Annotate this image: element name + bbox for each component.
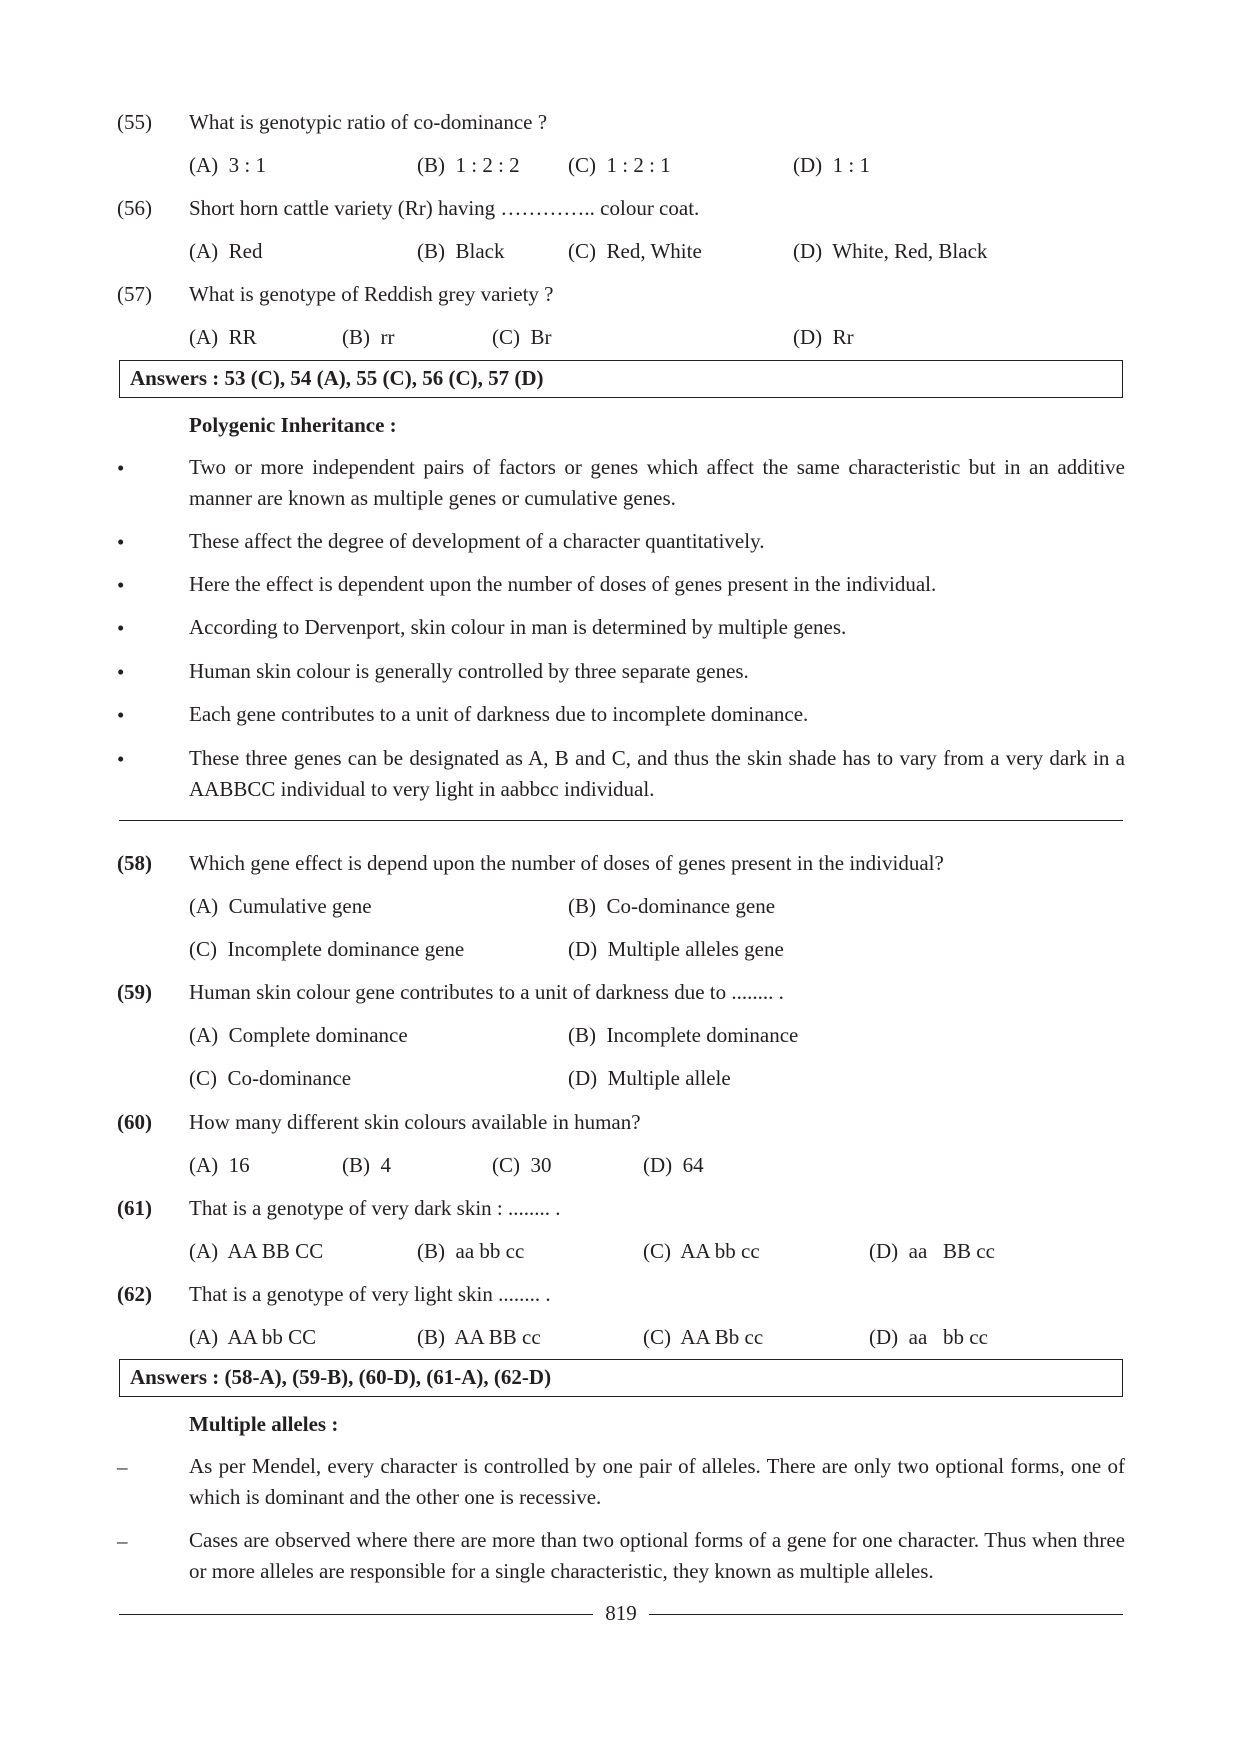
option-a: (A) Complete dominance bbox=[189, 1023, 408, 1047]
bullet-text: Cases are observed where there are more than two optional forms of a gene for one character. Thus when three or more alleles are responsible for a single characteristic, they known as multiple alleles. bbox=[189, 1528, 1125, 1583]
option-a: (A) RR bbox=[189, 325, 257, 349]
dash-bullet: – bbox=[117, 1455, 128, 1479]
answers-box: Answers : (58-A), (59-B), (60-D), (61-A), (62-D) bbox=[119, 1359, 1123, 1397]
question-number: (62) bbox=[117, 1282, 152, 1306]
bullet: • bbox=[117, 660, 125, 684]
option-b: (B) Black bbox=[417, 239, 505, 263]
footer-rule-left bbox=[119, 1614, 593, 1615]
option-d: (D) aa bb cc bbox=[869, 1325, 988, 1349]
option-b: (B) 1 : 2 : 2 bbox=[417, 153, 520, 177]
page-number: 819 bbox=[605, 1601, 637, 1625]
option-c: (C) 30 bbox=[492, 1153, 552, 1177]
section-heading-multiple-alleles: Multiple alleles : bbox=[189, 1412, 339, 1436]
question-text: What is genotype of Reddish grey variety ? bbox=[189, 282, 554, 306]
bullet: • bbox=[117, 747, 125, 771]
question-number: (59) bbox=[117, 980, 152, 1004]
option-a: (A) Red bbox=[189, 239, 263, 263]
bullet-text: Here the effect is dependent upon the number of doses of genes present in the individual. bbox=[189, 572, 937, 596]
option-c: (C) Red, White bbox=[568, 239, 702, 263]
bullet-text: These three genes can be designated as A, B and C, and thus the skin shade has to vary from a very dark in a AABBCC individual to very light in aabbcc individual. bbox=[189, 746, 1125, 801]
question-number: (57) bbox=[117, 282, 152, 306]
question-text: How many different skin colours available in human? bbox=[189, 1110, 641, 1134]
option-a: (A) AA bb CC bbox=[189, 1325, 317, 1349]
bullet: • bbox=[117, 573, 125, 597]
footer-rule-right bbox=[649, 1614, 1123, 1615]
option-a: (A) 16 bbox=[189, 1153, 250, 1177]
option-c: (C) Incomplete dominance gene bbox=[189, 937, 465, 961]
option-d: (D) Multiple alleles gene bbox=[568, 937, 784, 961]
bullet: • bbox=[117, 530, 125, 554]
answers-box: Answers : 53 (C), 54 (A), 55 (C), 56 (C), 57 (D) bbox=[119, 360, 1123, 398]
bullet: • bbox=[117, 456, 125, 480]
question-number: (58) bbox=[117, 851, 152, 875]
question-text: Short horn cattle variety (Rr) having ………….. colour coat. bbox=[189, 196, 700, 220]
option-d: (D) 1 : 1 bbox=[793, 153, 870, 177]
option-d: (D) Rr bbox=[793, 325, 854, 349]
bullet-text: As per Mendel, every character is controlled by one pair of alleles. There are only two optional forms, one of which is dominant and the other one is recessive. bbox=[189, 1454, 1125, 1509]
option-c: (C) AA Bb cc bbox=[643, 1325, 764, 1349]
bullet-text: These affect the degree of development of a character quantitatively. bbox=[189, 529, 765, 553]
bullet-text: Two or more independent pairs of factors or genes which affect the same characteristic but in an additive manner are known as multiple genes or cumulative genes. bbox=[189, 455, 1125, 510]
option-d: (D) aa BB cc bbox=[869, 1239, 995, 1263]
bullet: • bbox=[117, 703, 125, 727]
option-a: (A) AA BB CC bbox=[189, 1239, 324, 1263]
option-c: (C) AA bb cc bbox=[643, 1239, 760, 1263]
option-b: (B) Co-dominance gene bbox=[568, 894, 776, 918]
bullet-text: According to Dervenport, skin colour in man is determined by multiple genes. bbox=[189, 615, 847, 639]
option-c: (C) 1 : 2 : 1 bbox=[568, 153, 671, 177]
option-b: (B) 4 bbox=[342, 1153, 391, 1177]
option-d: (D) 64 bbox=[643, 1153, 704, 1177]
option-d: (D) Multiple allele bbox=[568, 1066, 731, 1090]
option-a: (A) 3 : 1 bbox=[189, 153, 266, 177]
option-b: (B) AA BB cc bbox=[417, 1325, 541, 1349]
option-b: (B) aa bb cc bbox=[417, 1239, 525, 1263]
section-heading-polygenic: Polygenic Inheritance : bbox=[189, 413, 397, 437]
question-number: (61) bbox=[117, 1196, 152, 1220]
option-b: (B) Incomplete dominance bbox=[568, 1023, 799, 1047]
dash-bullet: – bbox=[117, 1529, 128, 1553]
option-c: (C) Br bbox=[492, 325, 552, 349]
section-divider bbox=[119, 820, 1123, 821]
bullet-text: Each gene contributes to a unit of darkness due to incomplete dominance. bbox=[189, 702, 809, 726]
option-b: (B) rr bbox=[342, 325, 395, 349]
question-number: (60) bbox=[117, 1110, 152, 1134]
option-a: (A) Cumulative gene bbox=[189, 894, 372, 918]
question-text: Human skin colour gene contributes to a unit of darkness due to ........ . bbox=[189, 980, 784, 1004]
option-d: (D) White, Red, Black bbox=[793, 239, 988, 263]
bullet: • bbox=[117, 616, 125, 640]
bullet-text: Human skin colour is generally controlled by three separate genes. bbox=[189, 659, 749, 683]
option-c: (C) Co-dominance bbox=[189, 1066, 352, 1090]
question-number: (55) bbox=[117, 110, 152, 134]
question-text: That is a genotype of very light skin ........ . bbox=[189, 1282, 551, 1306]
question-text: Which gene effect is depend upon the number of doses of genes present in the individual? bbox=[189, 851, 944, 875]
question-text: That is a genotype of very dark skin : ........ . bbox=[189, 1196, 561, 1220]
question-number: (56) bbox=[117, 196, 152, 220]
question-text: What is genotypic ratio of co-dominance ? bbox=[189, 110, 548, 134]
